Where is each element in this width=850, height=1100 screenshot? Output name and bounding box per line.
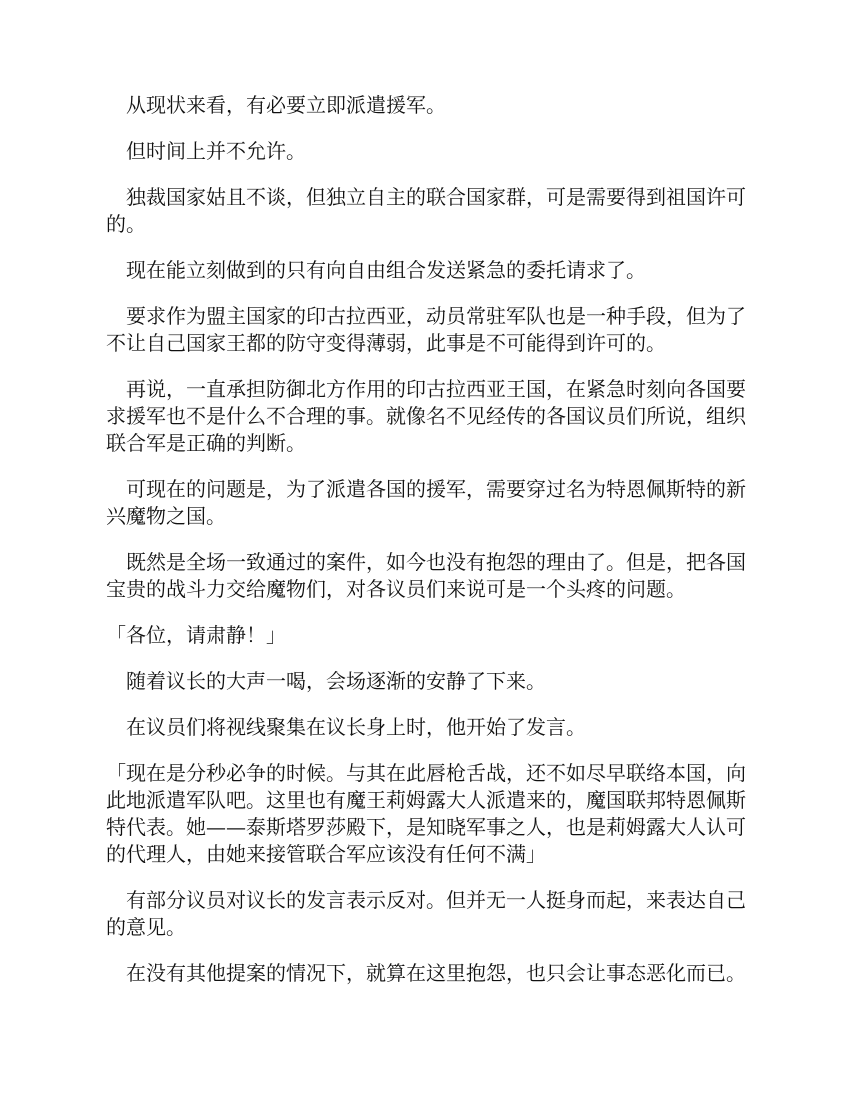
paragraph: 在没有其他提案的情况下，就算在这里抱怨，也只会让事态恶化而已。 [126,961,746,985]
paragraph: 现在能立刻做到的只有向自由组合发送紧急的委托请求了。 [126,258,646,282]
dialogue-paragraph: 「现在是分秒必争的时候。与其在此唇枪舌战，还不如尽早联络本国，向此地派遣军队吧。这里也有魔王莉姆露大人派遣来的，魔国联邦特恩佩斯特代表。她——泰斯塔罗莎殿下，是知晓军事之人，也是莉姆露大人认可的代理人，由她来接管联合军应该没有任何不满」 [106,761,746,866]
paragraph: 但时间上并不允许。 [126,139,306,163]
paragraph: 在议员们将视线聚集在议长身上时，他开始了发言。 [126,715,586,739]
paragraph: 随着议长的大声一喝，会场逐渐的安静了下来。 [126,669,546,693]
paragraph: 独裁国家姑且不谈，但独立自主的联合国家群，可是需要得到祖国许可的。 [106,185,746,236]
document-page [106,92,746,1006]
paragraph: 从现状来看，有必要立即派遣援军。 [126,93,446,117]
paragraph: 既然是全场一致通过的案件，如今也没有抱怨的理由了。但是，把各国宝贵的战斗力交给魔物们，对各议员们来说可是一个头疼的问题。 [106,550,746,601]
paragraph: 要求作为盟主国家的印古拉西亚，动员常驻军队也是一种手段，但为了不让自己国家王都的防守变得薄弱，此事是不可能得到许可的。 [106,304,746,355]
dialogue-paragraph: 「各位，请肃静！」 [106,623,286,647]
paragraph: 有部分议员对议长的发言表示反对。但并无一人挺身而起，来表达自己的意见。 [106,888,746,939]
paragraph: 可现在的问题是，为了派遣各国的援军，需要穿过名为特恩佩斯特的新兴魔物之国。 [106,477,746,528]
paragraph: 再说，一直承担防御北方作用的印古拉西亚王国，在紧急时刻向各国要求援军也不是什么不合理的事。就像名不见经传的各国议员们所说，组织联合军是正确的判断。 [106,377,746,455]
